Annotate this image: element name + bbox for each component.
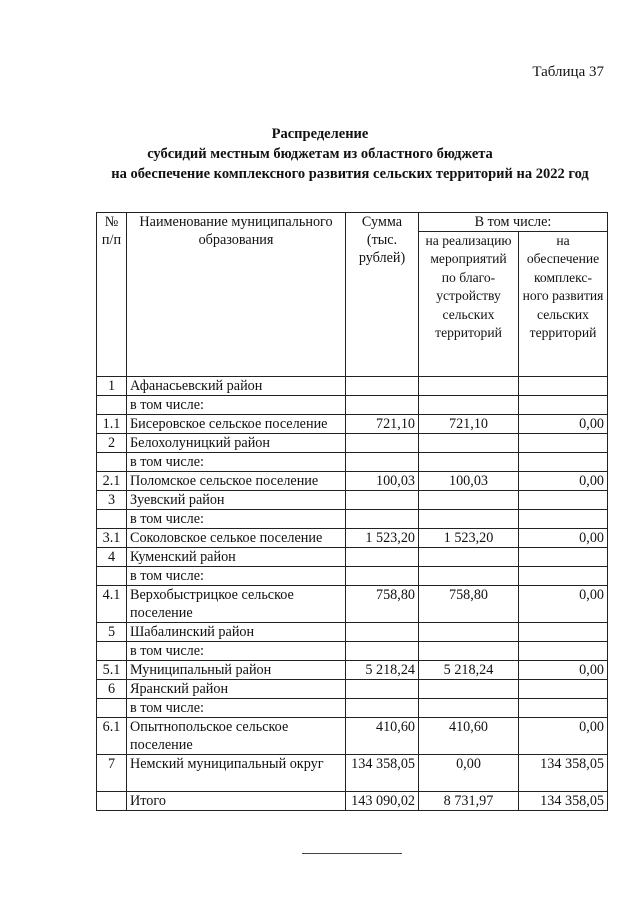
cell-development: 0,00 bbox=[519, 661, 608, 680]
cell-name: в том числе: bbox=[127, 699, 346, 718]
table-row bbox=[97, 377, 608, 396]
cell-development bbox=[519, 642, 608, 661]
cell-name: Шабалинский район bbox=[127, 623, 346, 642]
cell-improvement: 721,10 bbox=[419, 415, 519, 434]
cell-improvement bbox=[419, 510, 519, 529]
header-sum: Сумма (тыс. рублей) bbox=[346, 213, 419, 377]
cell-development bbox=[519, 434, 608, 453]
cell-sum bbox=[346, 491, 419, 510]
bottom-divider bbox=[302, 853, 402, 854]
cell-improvement bbox=[419, 642, 519, 661]
cell-development bbox=[519, 396, 608, 415]
cell-name: Опытнопольское сельское поселение bbox=[127, 718, 346, 755]
table-row bbox=[97, 510, 608, 529]
cell-development: 0,00 bbox=[519, 718, 608, 755]
cell-name: в том числе: bbox=[127, 453, 346, 472]
cell-name: Бисеровское сельское поселение bbox=[127, 415, 346, 434]
cell-improvement bbox=[419, 699, 519, 718]
cell-name: в том числе: bbox=[127, 396, 346, 415]
document-title bbox=[0, 124, 640, 184]
cell-development: 134 358,05 bbox=[519, 792, 608, 811]
cell-num bbox=[97, 792, 127, 811]
cell-sum: 143 090,02 bbox=[346, 792, 419, 811]
header-including: В том числе: bbox=[419, 213, 608, 232]
table-row bbox=[97, 755, 608, 792]
cell-num: 6 bbox=[97, 680, 127, 699]
table-row bbox=[97, 529, 608, 548]
cell-num bbox=[97, 396, 127, 415]
cell-improvement bbox=[419, 377, 519, 396]
cell-development bbox=[519, 680, 608, 699]
cell-name: в том числе: bbox=[127, 567, 346, 586]
table-row bbox=[97, 699, 608, 718]
cell-improvement: 8 731,97 bbox=[419, 792, 519, 811]
cell-num: 3.1 bbox=[97, 529, 127, 548]
table-row bbox=[97, 642, 608, 661]
table-row bbox=[97, 586, 608, 623]
header-name: Наименование муниципального образования bbox=[127, 213, 346, 377]
table-body bbox=[97, 377, 608, 811]
cell-development: 0,00 bbox=[519, 529, 608, 548]
table-row bbox=[97, 453, 608, 472]
cell-sum bbox=[346, 396, 419, 415]
cell-sum: 410,60 bbox=[346, 718, 419, 755]
cell-development: 0,00 bbox=[519, 415, 608, 434]
cell-development: 0,00 bbox=[519, 586, 608, 623]
table-row bbox=[97, 718, 608, 755]
table-row bbox=[97, 415, 608, 434]
cell-sum: 1 523,20 bbox=[346, 529, 419, 548]
cell-improvement bbox=[419, 453, 519, 472]
cell-development bbox=[519, 623, 608, 642]
cell-name: Соколовское селькое поселение bbox=[127, 529, 346, 548]
cell-development bbox=[519, 699, 608, 718]
cell-num: 2.1 bbox=[97, 472, 127, 491]
table-label: Таблица 37 bbox=[532, 64, 604, 80]
cell-improvement bbox=[419, 396, 519, 415]
title-line-2: субсидий местным бюджетам из областного бюджета bbox=[147, 146, 493, 162]
cell-improvement: 100,03 bbox=[419, 472, 519, 491]
table-row bbox=[97, 567, 608, 586]
header-num: № п/п bbox=[97, 213, 127, 377]
cell-sum bbox=[346, 434, 419, 453]
cell-name: Верхобыстрицкое сельское поселение bbox=[127, 586, 346, 623]
cell-num bbox=[97, 642, 127, 661]
table-row bbox=[97, 680, 608, 699]
cell-num bbox=[97, 567, 127, 586]
cell-num: 2 bbox=[97, 434, 127, 453]
cell-improvement bbox=[419, 491, 519, 510]
cell-name: в том числе: bbox=[127, 510, 346, 529]
cell-name: в том числе: bbox=[127, 642, 346, 661]
cell-num: 5 bbox=[97, 623, 127, 642]
cell-num: 4.1 bbox=[97, 586, 127, 623]
table-row bbox=[97, 396, 608, 415]
cell-num: 1 bbox=[97, 377, 127, 396]
table-row bbox=[97, 491, 608, 510]
cell-name: Белохолуницкий район bbox=[127, 434, 346, 453]
cell-improvement: 758,80 bbox=[419, 586, 519, 623]
cell-improvement: 1 523,20 bbox=[419, 529, 519, 548]
cell-num: 3 bbox=[97, 491, 127, 510]
distribution-table bbox=[96, 212, 608, 811]
cell-development: 134 358,05 bbox=[519, 755, 608, 792]
cell-name: Итого bbox=[127, 792, 346, 811]
cell-num bbox=[97, 453, 127, 472]
cell-name: Яранский район bbox=[127, 680, 346, 699]
cell-development bbox=[519, 377, 608, 396]
cell-improvement: 0,00 bbox=[419, 755, 519, 792]
cell-improvement bbox=[419, 434, 519, 453]
title-line-3: на обеспечение комплексного развития сельских территорий на 2022 год bbox=[111, 166, 589, 182]
cell-sum: 100,03 bbox=[346, 472, 419, 491]
cell-sum: 758,80 bbox=[346, 586, 419, 623]
cell-development bbox=[519, 510, 608, 529]
cell-development: 0,00 bbox=[519, 472, 608, 491]
cell-sum bbox=[346, 377, 419, 396]
cell-num: 1.1 bbox=[97, 415, 127, 434]
cell-sum bbox=[346, 642, 419, 661]
header-col-b: на обеспечение комплекс-ного развития сельских территорий bbox=[519, 232, 608, 377]
cell-num: 6.1 bbox=[97, 718, 127, 755]
cell-name: Афанасьевский район bbox=[127, 377, 346, 396]
cell-development bbox=[519, 453, 608, 472]
table-row bbox=[97, 661, 608, 680]
cell-sum bbox=[346, 699, 419, 718]
table-row bbox=[97, 434, 608, 453]
cell-improvement bbox=[419, 548, 519, 567]
cell-name: Поломское сельское поселение bbox=[127, 472, 346, 491]
table-row bbox=[97, 623, 608, 642]
cell-sum bbox=[346, 567, 419, 586]
cell-sum: 721,10 bbox=[346, 415, 419, 434]
cell-sum bbox=[346, 623, 419, 642]
cell-num: 5.1 bbox=[97, 661, 127, 680]
cell-num: 4 bbox=[97, 548, 127, 567]
cell-development bbox=[519, 491, 608, 510]
cell-sum: 5 218,24 bbox=[346, 661, 419, 680]
header-col-a: на реализацию мероприятий по благо-устройству сельских территорий bbox=[419, 232, 519, 377]
cell-sum bbox=[346, 510, 419, 529]
cell-sum bbox=[346, 453, 419, 472]
cell-sum bbox=[346, 548, 419, 567]
cell-improvement: 410,60 bbox=[419, 718, 519, 755]
table-row bbox=[97, 792, 608, 811]
table-row bbox=[97, 472, 608, 491]
cell-num bbox=[97, 699, 127, 718]
cell-improvement: 5 218,24 bbox=[419, 661, 519, 680]
cell-name: Немский муниципальный округ bbox=[127, 755, 346, 792]
cell-name: Муниципальный район bbox=[127, 661, 346, 680]
cell-development bbox=[519, 567, 608, 586]
cell-num: 7 bbox=[97, 755, 127, 792]
cell-num bbox=[97, 510, 127, 529]
cell-improvement bbox=[419, 680, 519, 699]
table-row bbox=[97, 548, 608, 567]
cell-improvement bbox=[419, 567, 519, 586]
title-line-1: Распределение bbox=[271, 126, 369, 142]
cell-name: Зуевский район bbox=[127, 491, 346, 510]
cell-sum: 134 358,05 bbox=[346, 755, 419, 792]
cell-name: Куменский район bbox=[127, 548, 346, 567]
cell-improvement bbox=[419, 623, 519, 642]
cell-sum bbox=[346, 680, 419, 699]
cell-development bbox=[519, 548, 608, 567]
